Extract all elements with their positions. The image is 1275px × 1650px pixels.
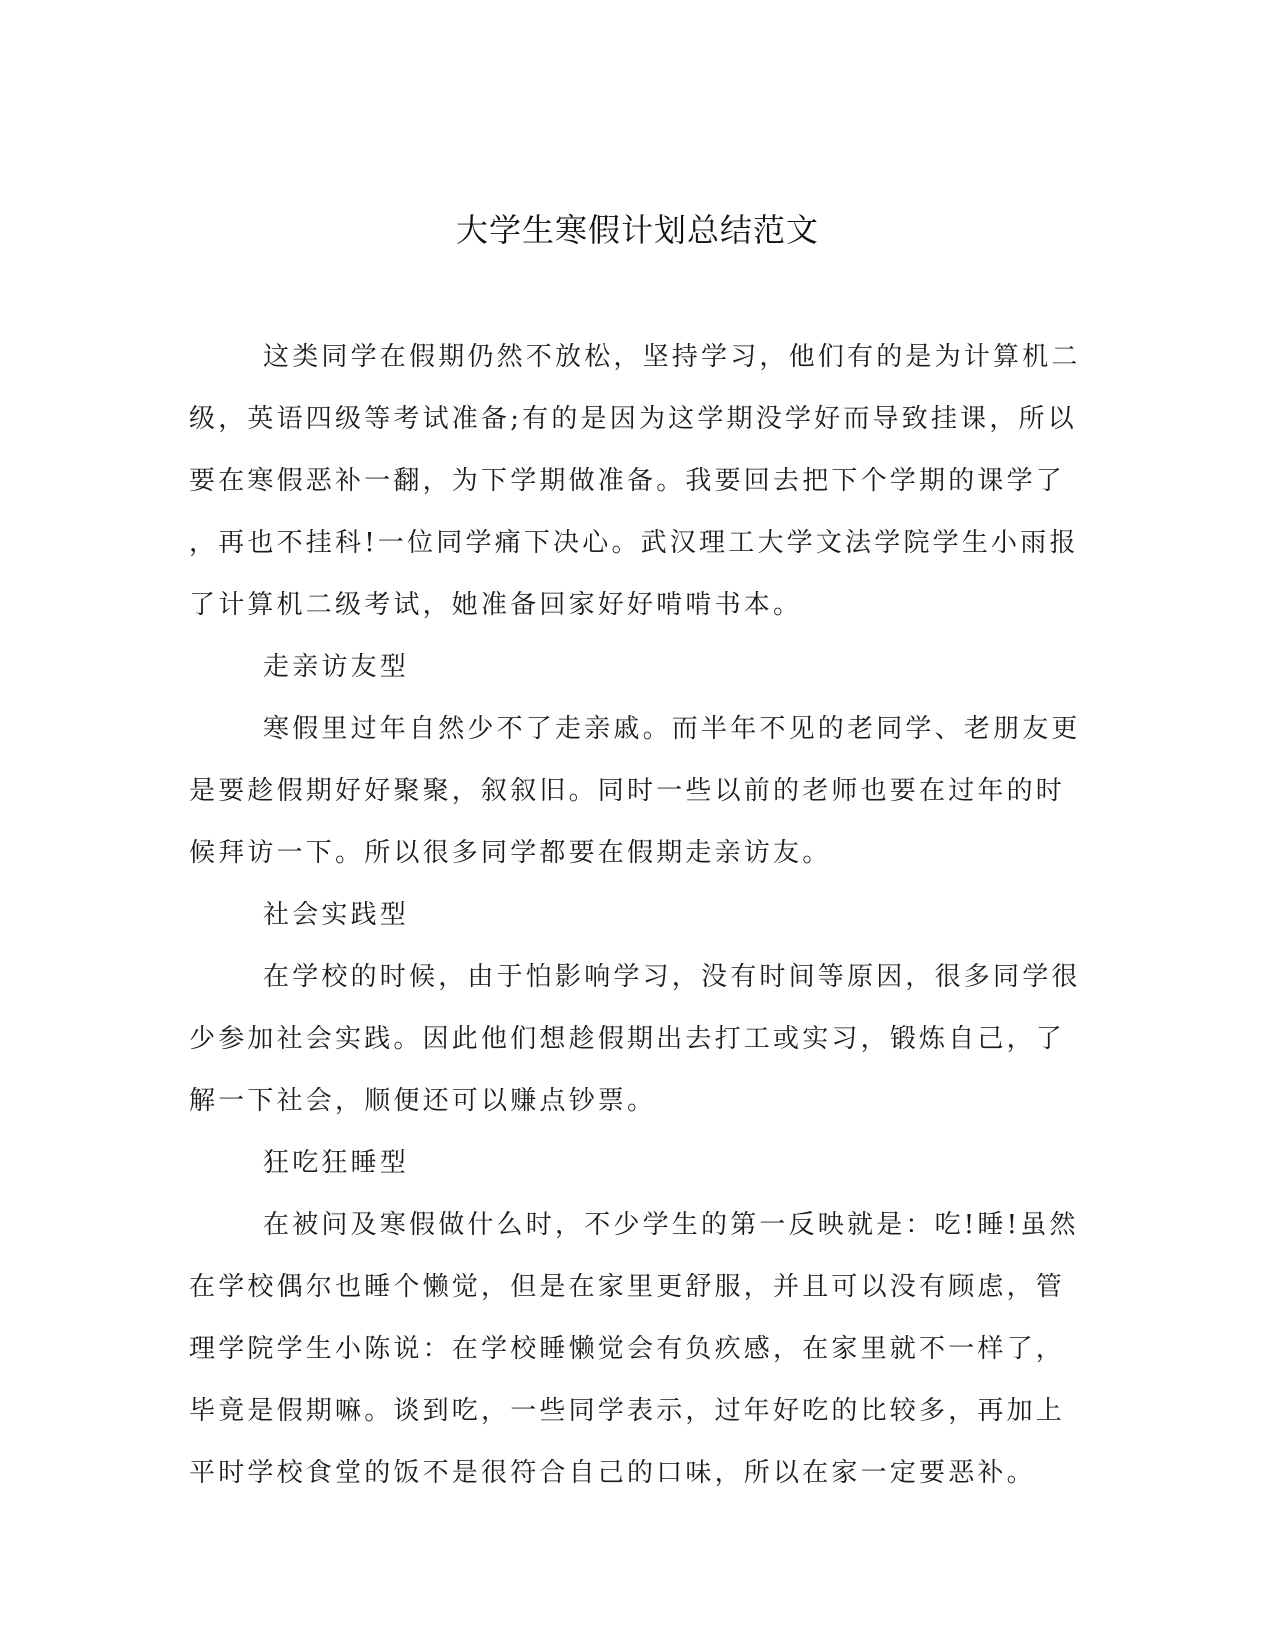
document-body	[189, 326, 1089, 1504]
document-title: 大学生寒假计划总结范文	[455, 211, 819, 249]
section-heading: 社会实践型	[263, 900, 410, 930]
paragraph-line: 这类同学在假期仍然不放松，坚持学习，他们有的是为计算机二	[263, 342, 1081, 372]
paragraph-line: 理学院学生小陈说：在学校睡懒觉会有负疚感，在家里就不一样了，	[189, 1334, 1066, 1364]
section-heading: 狂吃狂睡型	[263, 1148, 410, 1178]
paragraph-line: 解一下社会，顺便还可以赚点钞票。	[189, 1086, 657, 1116]
paragraph-line: 平时学校食堂的饭不是很符合自己的口味，所以在家一定要恶补。	[189, 1458, 1036, 1488]
paragraph-line: 级，英语四级等考试准备;有的是因为这学期没学好而导致挂课，所以	[189, 404, 1077, 434]
paragraph-line: 是要趁假期好好聚聚，叙叙旧。同时一些以前的老师也要在过年的时	[189, 776, 1066, 806]
paragraph-line: 在学校的时候，由于怕影响学习，没有时间等原因，很多同学很	[263, 962, 1081, 992]
paragraph-line: 在学校偶尔也睡个懒觉，但是在家里更舒服，并且可以没有顾虑，管	[189, 1272, 1066, 1302]
paragraph-line: 寒假里过年自然少不了走亲戚。而半年不见的老同学、老朋友更	[263, 714, 1081, 744]
paragraph-line: ，再也不挂科!一位同学痛下决心。武汉理工大学文法学院学生小雨报	[189, 528, 1079, 558]
paragraph-line: 在被问及寒假做什么时，不少学生的第一反映就是：吃!睡!虽然	[263, 1210, 1079, 1240]
paragraph-line: 少参加社会实践。因此他们想趁假期出去打工或实习，锻炼自己，了	[189, 1024, 1066, 1054]
paragraph-line: 候拜访一下。所以很多同学都要在假期走亲访友。	[189, 838, 832, 868]
paragraph-line: 了计算机二级考试，她准备回家好好啃啃书本。	[189, 590, 803, 620]
paragraph-line: 毕竟是假期嘛。谈到吃，一些同学表示，过年好吃的比较多，再加上	[189, 1396, 1066, 1426]
paragraph-line: 要在寒假恶补一翻，为下学期做准备。我要回去把下个学期的课学了	[189, 466, 1066, 496]
section-heading: 走亲访友型	[263, 652, 410, 682]
